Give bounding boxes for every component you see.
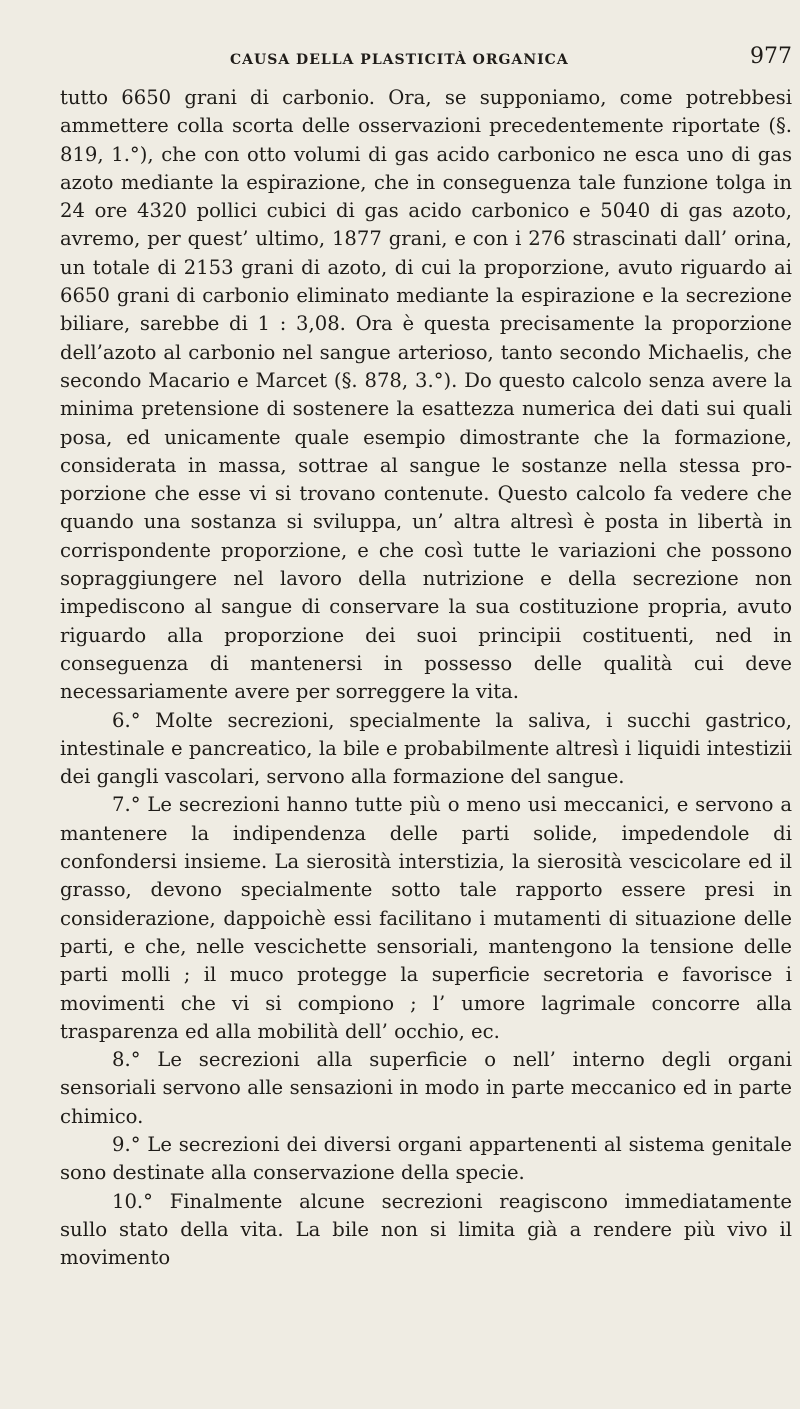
- paragraph-item-6: 6.° Molte secrezioni, specialmente la saliva, i succhi gastrico, intestinale e pancreatico, la bile e probabilmente altresì i liquidi intestizii dei gangli vascolari, servono alla formazione del sangue.: [60, 708, 792, 789]
- body-text: [60, 84, 792, 1272]
- paragraph-item-8: 8.° Le secrezioni alla superficie o nell’ interno degli organi sensoriali servono alle sensazioni in modo in parte meccanico ed in parte chimico.: [60, 1048, 792, 1128]
- page-header: [60, 44, 792, 84]
- paragraph-item-7: 7.° Le secrezioni hanno tutte più o meno usi meccanici, e servono a mantenere la indipendenza delle parti solide, impedendole di confondersi insieme. La sierosità interstizia, la sierosità vescicolare ed il grasso, devono specialmente sotto tale rapporto essere presi in considerazione, dappoichè essi facilitano i mutamenti di situazione delle parti, e che, nelle vescichette sensoriali, mantengono la tensione delle parti molli ; il muco protegge la superficie secretoria e favorisce i movimenti che vi si compiono ; l’ umore lagrimale concorre alla trasparenza ed alla mobilità dell’ occhio, ec.: [60, 793, 792, 1043]
- paragraph-item-9: 9.° Le secrezioni dei diversi organi appartenenti al sistema genitale sono destinate alla conservazione della specie.: [60, 1132, 792, 1185]
- paragraph-continuation: tutto 6650 grani di carbonio. Ora, se supponiamo, come potrebbesi ammettere colla scorta delle osservazioni precedentemente riportate (§. 819, 1.°), che con otto volumi di gas acido carbonico ne esca uno di gas azoto mediante la espirazione, che in conseguenza tale funzione tolga in 24 ore 4320 pollici cubici di gas acido carbonico e 5040 di gas azoto, avremo, per quest’ ultimo, 1877 grani, e con i 276 strascinati dall’ orina, un totale di 2153 grani di azoto, di cui la proporzione, avuto riguardo ai 6650 grani di carbonio eliminato mediante la espirazione e la secrezione biliare, sarebbe di 1 : 3,08. Ora è questa precisamente la proporzione dell’azoto al carbonio nel sangue arterioso, tanto secondo Michaelis, che secondo Macario e Marcet (§. 878, 3.°). Do questo calcolo senza avere la minima pretensione di sostenere la esattezza numerica dei dati sui quali posa, ed unicamente quale esempio dimostrante che la formazione, considerata in massa, sottrae al sangue le sostanze nella stessa proporzione che esse vi si trovano contenute. Questo calcolo fa vedere che quando una sostanza si sviluppa, un’ altra altresì è posta in libertà in corrispondente proporzione, e che così tutte le variazioni che possono sopraggiungere nel lavoro della nutrizione e della secrezione non impediscono al sangue di conservare la sua costituzione propria, avuto riguardo alla proporzione dei suoi principii costituenti, ned in conseguenza di mantenersi in possesso delle qualità cui deve necessariamente avere per sorreggere la vita.: [60, 86, 792, 704]
- paragraph-item-10: 10.° Finalmente alcune secrezioni reagiscono immediatamente sullo stato della vita. La bile non si limita già a rendere più vivo il movimento: [60, 1189, 792, 1270]
- running-title: CAUSA DELLA PLASTICITÀ ORGANICA: [230, 52, 569, 68]
- page-number: 977: [750, 44, 792, 69]
